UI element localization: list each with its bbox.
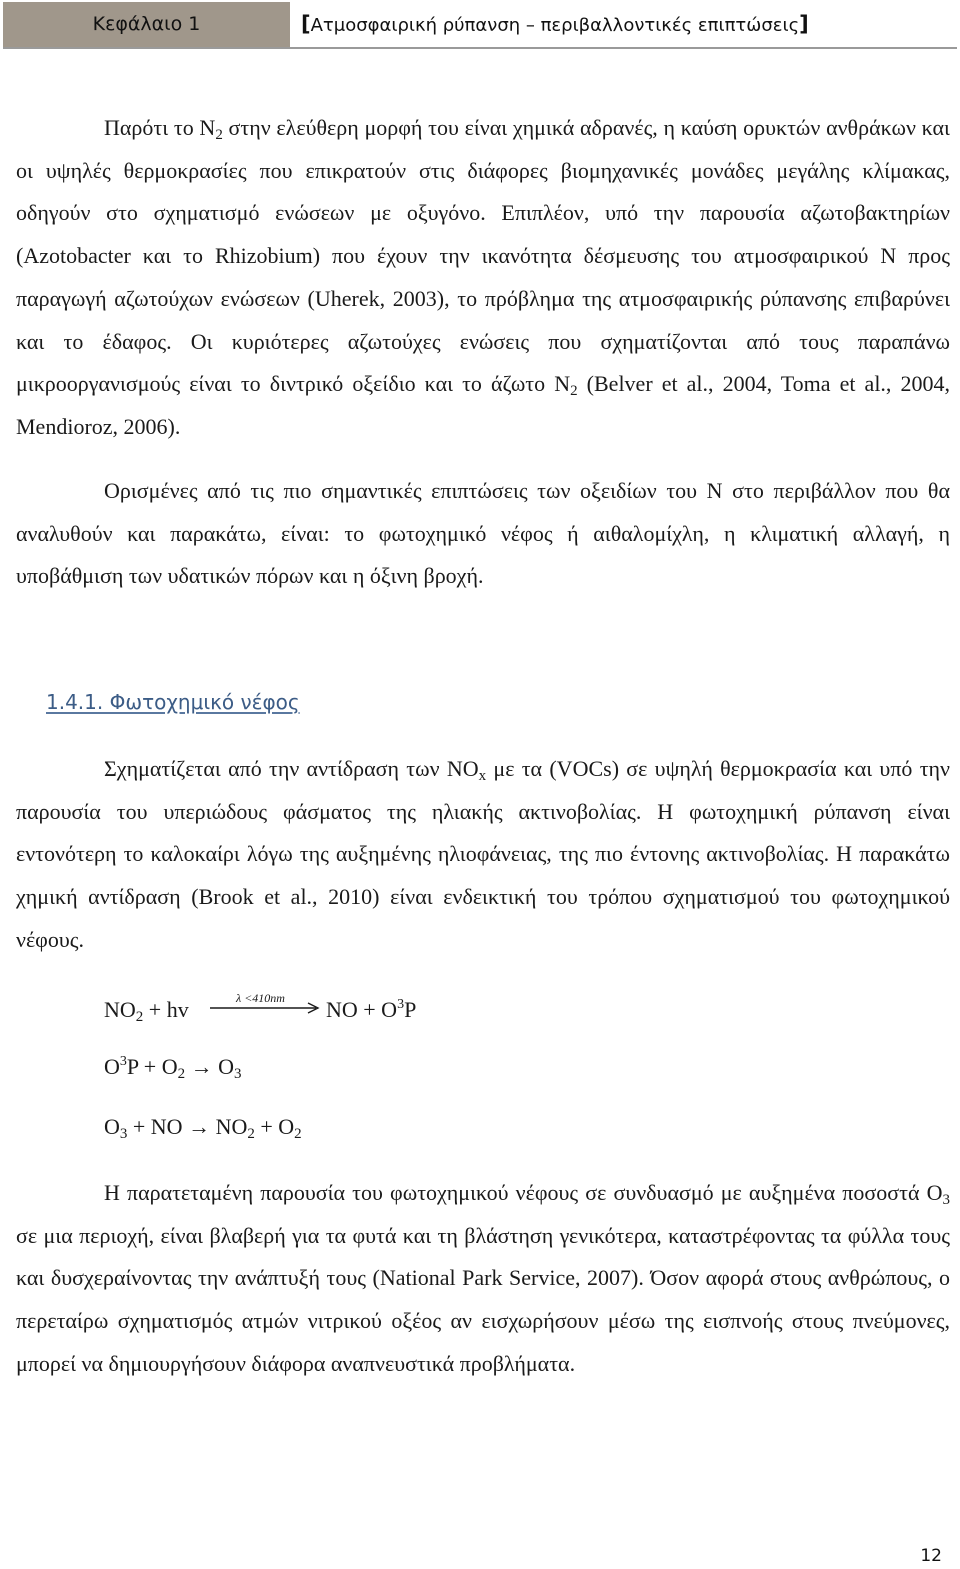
equation-2 xyxy=(104,1054,242,1080)
header-divider xyxy=(3,47,957,49)
page-number: 12 xyxy=(920,1546,942,1566)
equation-1-left xyxy=(104,997,189,1023)
p2-text: Ορισμένες από τις πιο σημαντικές επιπτώσεις των οξειδίων του N στο περιβάλλον που θα αναλυθούν και παρακάτω, είναι: το φωτοχημικό νέφος ή αιθαλομίχλη, η κλιματική αλλαγή, η υποβάθμιση των υδατικών πόρων και η όξινη βροχή. xyxy=(16,478,950,589)
eq3-no2: NO xyxy=(210,1114,248,1139)
page-header xyxy=(3,2,957,48)
chapter-label: Κεφάλαιο 1 xyxy=(3,2,290,47)
eq3-sub-2: 2 xyxy=(247,1126,255,1142)
p3-text-2: με τα (VOCs) σε υψηλή θερμοκρασία και υπό την παρουσία του υπεριώδους φάσματος της ηλιακής ακτινοβολίας. Η φωτοχημική ρύπανση είναι εντονότερη το καλοκαίρι λόγω της αυξημένης ηλιοφάνειας, της πιο έντονης ακτινοβολίας. Η παρακάτω χημική αντίδραση (Brook et al., 2010) είναι ενδεικτική του τρόπου σχηματισμού του φωτοχημικού νέφους. xyxy=(16,756,951,952)
equation-1-right xyxy=(326,997,416,1023)
p4-text-2: σε μια περιοχή, είναι βλαβερή για τα φυτά και τη βλάστηση γενικότερα, καταστρέφοντας τα φύλλα τους και δυσχεραίνοντας την ανάπτυξή τους (National Park Service, 2007). Όσον αφορά στους ανθρώπους, ο περεταίρω σχηματισμός ατμών νιτρικού οξέος αν εισχωρήσουν μέσω της εισπνοής στους πνεύμονες, μπορεί να δημιουργήσουν διάφορα αναπνευστικά προβλήματα. xyxy=(16,1222,950,1376)
eq3-arrow: → xyxy=(188,1114,211,1139)
eq3-o: O xyxy=(104,1114,120,1139)
title-close-bracket: ] xyxy=(799,12,809,36)
eq3-no: + NO xyxy=(127,1114,189,1139)
p1-sub-1: 2 xyxy=(215,127,223,143)
p1-text-1: Παρότι το N xyxy=(104,115,216,140)
title-text: Ατμοσφαιρική ρύπανση – περιβαλλοντικές επιπτώσεις xyxy=(310,15,800,36)
p4-sub-1: 3 xyxy=(942,1192,950,1208)
paragraph-health-effects xyxy=(16,1172,950,1386)
p1-text-3: (Belver et al., 2004, Toma et al., 2004, Mendioroz, 2006). xyxy=(16,371,950,439)
eq3-sub-1: 3 xyxy=(119,1126,128,1142)
equation-3 xyxy=(104,1114,302,1140)
eq1-p: P xyxy=(404,997,417,1022)
eq3-sub-3: 2 xyxy=(294,1126,302,1142)
p3-text-1: Σχηματίζεται από την αντίδραση των NO xyxy=(104,756,479,781)
paragraph-smog-formation xyxy=(16,748,950,962)
eq1-hv: + hv xyxy=(143,997,189,1022)
paragraph-effects xyxy=(16,470,950,598)
eq2-p-o: P + O xyxy=(126,1054,178,1079)
eq1-sup: 3 xyxy=(397,997,405,1012)
eq1-sub: 2 xyxy=(135,1009,144,1025)
eq2-arrow-o: → O xyxy=(185,1054,234,1079)
paragraph-nitrogen-compounds xyxy=(16,107,950,449)
p1-text-2: στην ελεύθερη μορφή του είναι χημικά αδρανές, η καύση ορυκτών ανθράκων και οι υψηλές θερμοκρασίες που επικρατούν στις διάφορες βιομηχανικές μονάδες μεγάλης κλίμακας, οδηγούν στο σχηματισμό ενώσεων με οξυγόνο. Επιπλέον, υπό την παρουσία αζωτοβακτηρίων (Azotobacter και το Rhizobium) που έχουν την ικανότητα δέσμευσης του ατμοσφαιρικού N προς παραγωγή αζωτούχων ενώσεων (Uherek, 2003), το πρόβλημα της ατμοσφαιρικής ρύπανσης επιβαρύνει και το έδαφος. Οι κυριότερες αζωτούχες ενώσεις που σχηματίζονται από τους παραπάνω μικροοργανισμούς είναι το διντρικό οξείδιο και το άζωτο N xyxy=(16,115,950,397)
p3-sub-1: x xyxy=(478,768,487,784)
title-open-bracket: [ xyxy=(301,12,311,36)
eq2-sub-2: 3 xyxy=(234,1066,242,1082)
eq2-sup: 3 xyxy=(119,1054,127,1069)
wavelength-condition: λ <410nm xyxy=(236,991,285,1005)
p4-text-1: Η παρατεταμένη παρουσία του φωτοχημικού νέφους σε συνδυασμό με αυξημένα ποσοστά O xyxy=(104,1180,943,1205)
eq1-no: NO xyxy=(104,997,136,1022)
eq2-o: O xyxy=(104,1054,120,1079)
running-title xyxy=(301,2,809,47)
eq1-product: NO + O xyxy=(326,997,398,1022)
p1-sub-2: 2 xyxy=(570,383,578,400)
section-heading-photochemical-smog: 1.4.1. Φωτοχημικό νέφος xyxy=(46,690,300,714)
eq3-o2: + O xyxy=(254,1114,295,1139)
reaction-arrow-with-condition xyxy=(208,990,324,1022)
eq2-sub-1: 2 xyxy=(177,1066,186,1082)
